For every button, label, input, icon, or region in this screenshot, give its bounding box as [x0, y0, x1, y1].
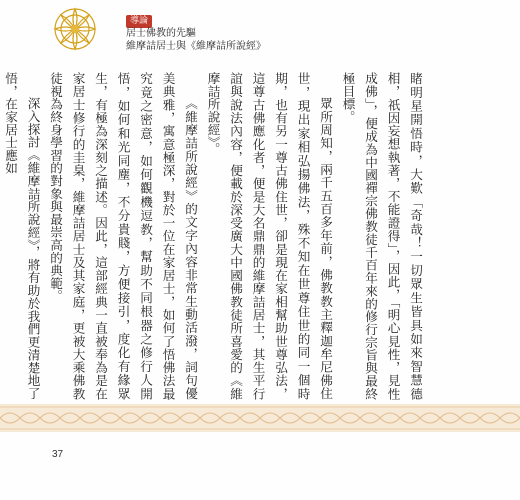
- paragraph: 眾所周知，兩千五百多年前，佛教教主釋迦牟尼佛住世，現出家相弘揚佛法，殊不知在世尊住世的同一個時期，也有另一尊古佛住世，卻是現在家相幫助世尊弘法，這尊古佛應化者，便是大名鼎鼎的維摩詰居士，其生平行誼與說法內容，便載於深受廣大中國佛教徒所喜愛的《維摩詰所說經》。: [205, 72, 333, 400]
- paragraph: 睹明星開悟時，大歎「奇哉！一切眾生皆具如來智慧德相，祇因妄想執著，不能證得」，因此，「明心見性，見性成佛」，便成為中國禪宗佛教徒千百年來的修行宗旨與最終極目標。: [340, 72, 423, 400]
- decorative-border: [0, 404, 520, 432]
- page-number: 37: [52, 449, 64, 460]
- header-subtitle: 維摩詰居士與《維摩詰所說經》: [126, 41, 266, 52]
- header-title: 居士佛教的先驅: [126, 28, 196, 39]
- chapter-badge: 導論: [126, 15, 152, 28]
- paragraph: 深入探討《維摩詰所說經》，將有助於我們更清楚地了悟，在家居士應如: [3, 72, 41, 400]
- vertical-body-text: [3, 72, 426, 400]
- lotus-emblem-icon: [52, 6, 98, 52]
- running-header: [52, 6, 352, 58]
- paragraph: 《維摩詰所說經》的文字內容非常生動活潑，詞句優美典雅，寓意極深，對於一位在家居士，如何了悟佛法最究竟之密意，如何觀機逗教，幫助不同根器之修行人開悟，如何和光同塵，不分貴賤，方便接引，度化有緣眾生，有極為深刻之描述。因此，這部經典一直被奉為是在家居士修行的圭臬，維摩詰居士及其家庭，更被大乘佛教徒視為終身學習的對象與最崇高的典範。: [48, 72, 198, 400]
